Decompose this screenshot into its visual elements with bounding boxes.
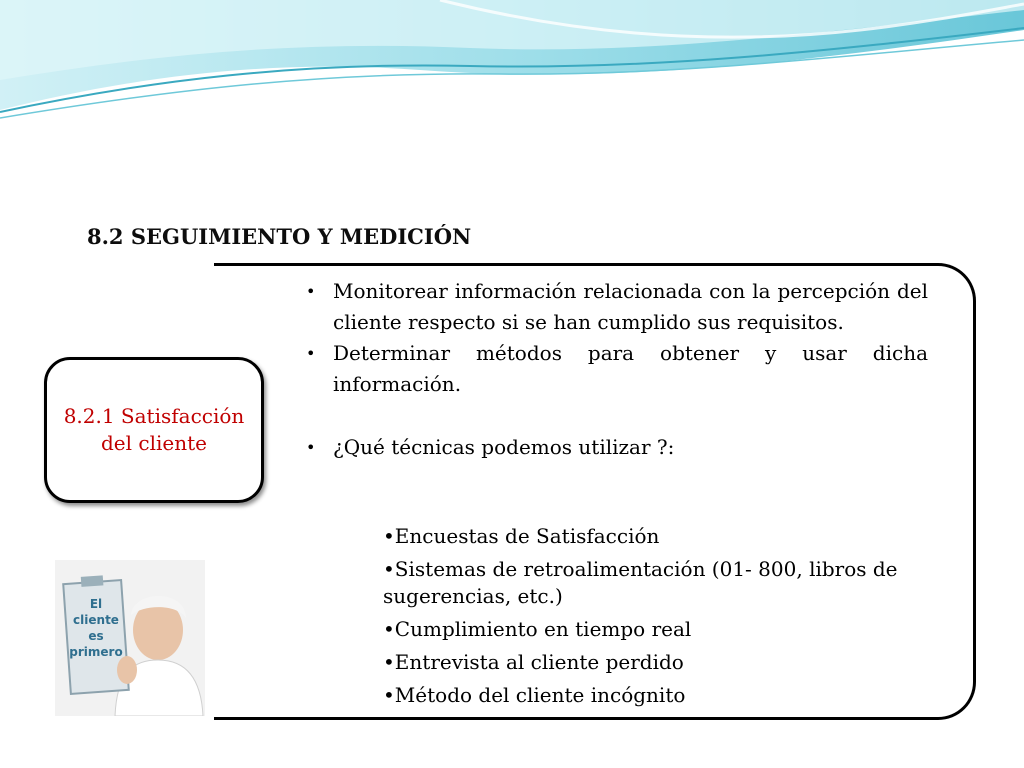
bullet-item bbox=[306, 432, 928, 463]
customer-first-image bbox=[55, 560, 205, 716]
bullet-text: Determinar métodos para obtener y usar dicha información. bbox=[333, 341, 928, 396]
technique-item: •Cumplimiento en tiempo real bbox=[383, 617, 692, 641]
bullet-dot: • bbox=[306, 344, 316, 363]
bullet-item bbox=[306, 276, 928, 338]
bullet-dot: • bbox=[306, 438, 316, 457]
bullet-list bbox=[306, 276, 928, 463]
bullet-text: Monitorear información relacionada con la percepción del cliente respecto si se han cumplido sus requisitos. bbox=[333, 279, 928, 334]
subsection-label: 8.2.1 Satisfacción del cliente bbox=[63, 404, 245, 455]
clipboard-line: cliente bbox=[73, 613, 119, 627]
clipboard-line: primero bbox=[69, 645, 123, 659]
techniques-list bbox=[383, 523, 928, 715]
bullet-dot: • bbox=[306, 282, 316, 301]
technique-item: •Sistemas de retroalimentación (01- 800, libros de sugerencias, etc.) bbox=[383, 557, 898, 608]
clipboard-line: El bbox=[89, 597, 103, 611]
technique-item: •Encuestas de Satisfacción bbox=[383, 524, 660, 548]
subsection-label-box bbox=[44, 357, 264, 503]
clipboard-line: es bbox=[88, 629, 104, 643]
header-waves bbox=[0, 0, 1024, 130]
technique-item: •Entrevista al cliente perdido bbox=[383, 650, 684, 674]
technique-item: •Método del cliente incógnito bbox=[383, 683, 686, 707]
section-title: 8.2 SEGUIMIENTO Y MEDICIÓN bbox=[87, 224, 472, 249]
bullet-text: ¿Qué técnicas podemos utilizar ?: bbox=[333, 435, 675, 459]
bullet-item bbox=[306, 338, 928, 400]
